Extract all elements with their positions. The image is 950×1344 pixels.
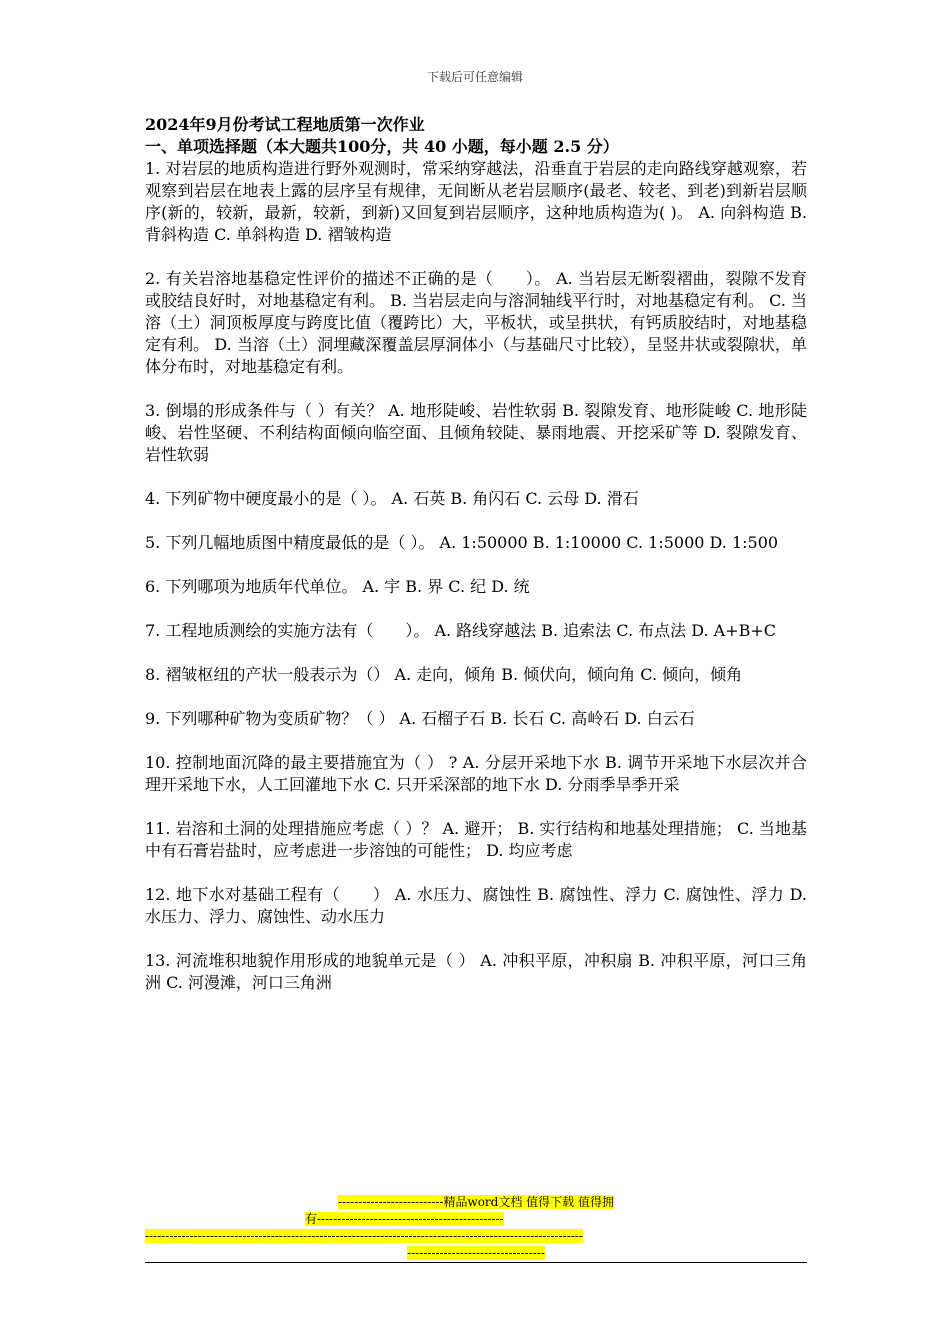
page-header: 下载后可任意编辑: [426, 70, 523, 84]
question-8: 8. 褶皱枢纽的产状一般表示为（） A. 走向，倾角 B. 倾伏向，倾向角 C. 倾向，倾角: [145, 665, 743, 684]
question-11: 11. 岩溶和土洞的处理措施应考虑（ ）？ A. 避开； B. 实行结构和地基处理措施； C. 当地基中有石膏岩盐时，应考虑进一步溶蚀的可能性； D. 均应考虑: [145, 819, 807, 860]
question-5: 5. 下列几幅地质图中精度最低的是（ ）。 A. 1:50000 B. 1:10000 C. 1:5000 D. 1:500: [145, 533, 779, 552]
footer-banner: [145, 1194, 807, 1262]
question-3: 3. 倒塌的形成条件与（ ）有关？ A. 地形陡峻、岩性软弱 B. 裂隙发育、地形陡峻 C. 地形陡峻、岩性坚硬、不利结构面倾向临空面、且倾角较陡、暴雨地震、开挖采矿等 D. 裂隙发育、岩性软弱: [145, 401, 807, 464]
question-7: 7. 工程地质测绘的实施方法有（ ）。 A. 路线穿越法 B. 追索法 C. 布点法 D. A+B+C: [145, 621, 776, 640]
question-12: 12. 地下水对基础工程有（ ） A. 水压力、腐蚀性 B. 腐蚀性、浮力 C. 腐蚀性、浮力 D. 水压力、浮力、腐蚀性、动水压力: [145, 885, 807, 926]
question-6: 6. 下列哪项为地质年代单位。 A. 宇 B. 界 C. 纪 D. 统: [145, 577, 530, 596]
question-4: 4. 下列矿物中硬度最小的是（ ）。 A. 石英 B. 角闪石 C. 云母 D. 滑石: [145, 489, 639, 508]
footer-line-4: ----------------------------------: [407, 1246, 545, 1260]
question-10: 10. 控制地面沉降的最主要措施宜为（ ） ? A. 分层开采地下水 B. 调节开采地下水层次并合理开采地下水，人工回灌地下水 C. 只开采深部的地下水 D. 分雨季旱季开采: [145, 753, 807, 794]
footer-line-1: --------------------------精品word文档 值得下载 值得拥: [338, 1195, 614, 1209]
document-title: 2024年9月份考试工程地质第一次作业: [145, 115, 425, 134]
question-2: 2. 有关岩溶地基稳定性评价的描述不正确的是（ ）。 A. 当岩层无断裂褶曲，裂隙不发育或胶结良好时，对地基稳定有利。 B. 当岩层走向与溶洞轴线平行时，对地基稳定有利。 C. 当溶（土）洞顶板厚度与跨度比值（覆跨比）大，平板状，或呈拱状，有钙质胶结时，对地基稳定有利。 D. 当溶（土）洞埋藏深覆盖层厚洞体小（与基础尺寸比较），呈竖井状或裂隙状，单体分布时，对地基稳定有利。: [145, 269, 807, 376]
footer-rule: [145, 1262, 807, 1263]
question-9: 9. 下列哪种矿物为变质矿物？（ ） A. 石榴子石 B. 长石 C. 高岭石 D. 白云石: [145, 709, 695, 728]
footer-line-2: 有----------------------------------------------: [305, 1212, 504, 1226]
question-1: 1. 对岩层的地质构造进行野外观测时，常采纳穿越法，沿垂直于岩层的走向路线穿越观察，若观察到岩层在地表上露的层序呈有规律，无间断从老岩层顺序(最老、较老、到老)到新岩层顺序(新的，较新，最新，较新，到新)又回复到岩层顺序，这种地质构造为( )。 A. 向斜构造 B. 背斜构造 C. 单斜构造 D. 褶皱构造: [145, 159, 807, 244]
footer-line-3: ------------------------------------------------------------------------------------------------------------: [145, 1229, 583, 1243]
question-13: 13. 河流堆积地貌作用形成的地貌单元是（ ） A. 冲积平原，冲积扇 B. 冲积平原，河口三角洲 C. 河漫滩，河口三角洲: [145, 951, 807, 992]
section-heading: 一、单项选择题（本大题共100分，共 40 小题，每小题 2.5 分）: [145, 137, 619, 156]
document-body: [145, 114, 807, 1016]
